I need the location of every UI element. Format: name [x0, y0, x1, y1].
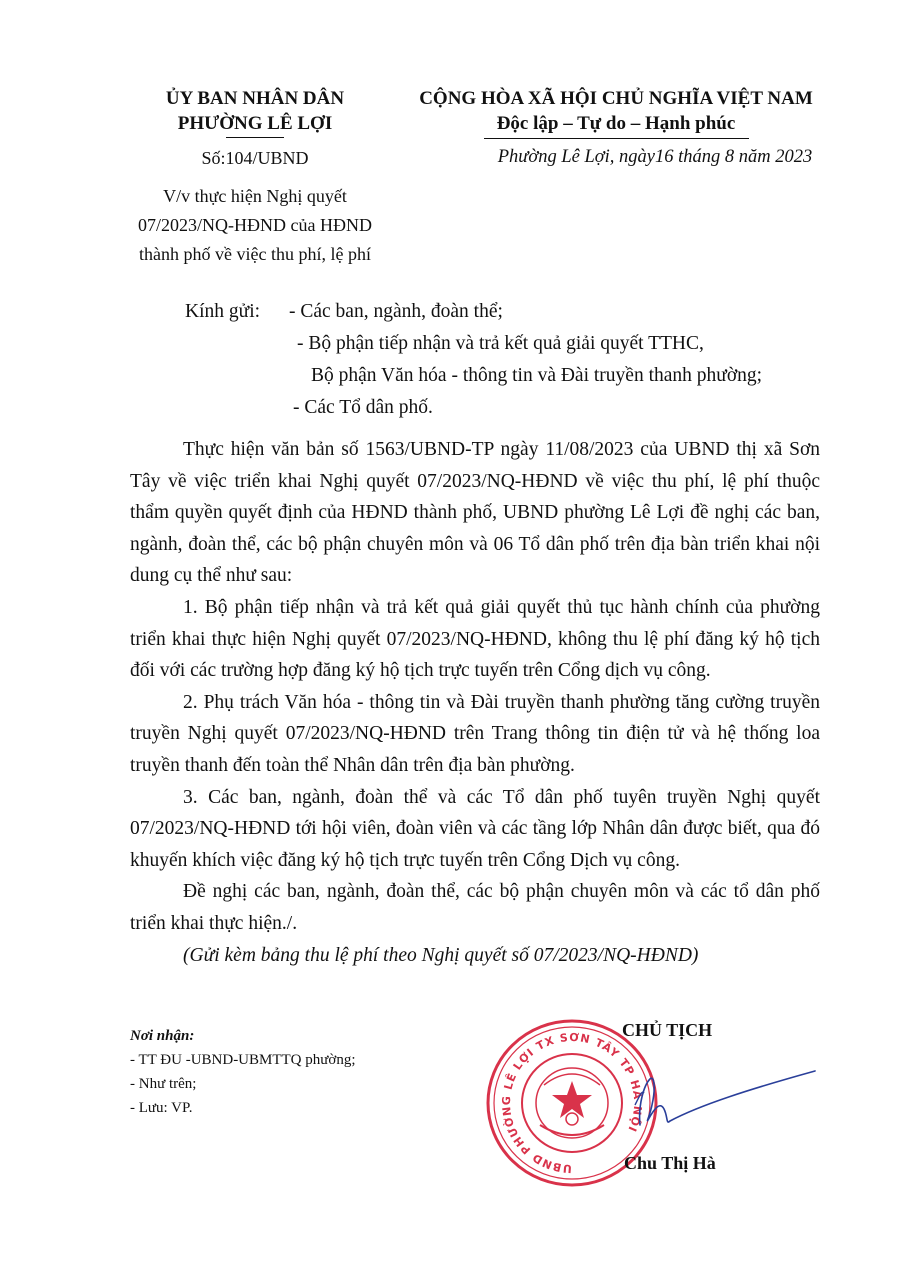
recipient-row [185, 360, 762, 392]
handwritten-signature [630, 1065, 820, 1135]
recipient-row [185, 392, 762, 424]
recipients-label: Kính gửi: [185, 301, 261, 322]
national-heading [396, 86, 836, 139]
document-subject [120, 182, 390, 269]
body-paragraph: 2. Phụ trách Văn hóa - thông tin và Đài truyền thanh phường tăng cường truyền truyền Nghị quyết 07/2023/NQ-HĐND trên Trang thông tin điện tử và hệ thống loa truyền thanh đến toàn thể Nhân dân trên địa bàn phường. [130, 691, 820, 776]
document-body [130, 434, 820, 971]
body-paragraph: Đề nghị các ban, ngành, đoàn thể, các bộ phận chuyên môn và các tổ dân phố triển khai thực hiện./. [130, 881, 820, 934]
distribution-list [130, 1024, 356, 1120]
recipient-row [185, 328, 762, 360]
signer-title: CHỦ TỊCH [622, 1020, 713, 1040]
subject-line: thành phố về việc thu phí, lệ phí [139, 244, 371, 264]
recipients-block [185, 296, 762, 424]
subject-line: 07/2023/NQ-HĐND của HĐND [138, 215, 372, 235]
distribution-label: Nơi nhận: [130, 1028, 195, 1044]
signer-name: Chu Thị Hà [624, 1153, 716, 1173]
recipient-item: - Các ban, ngành, đoàn thể; [289, 301, 503, 322]
body-paragraph: 1. Bộ phận tiếp nhận và trả kết quả giải quyết thủ tục hành chính của phường triển khai thực hiện Nghị quyết 07/2023/NQ-HĐND, không thu lệ phí đăng ký hộ tịch đối với các trường hợp đăng ký hộ tịch trực tuyến trên Cổng dịch vụ công. [130, 596, 820, 682]
recipient-item: - Bộ phận tiếp nhận và trả kết quả giải quyết TTHC, [297, 333, 704, 354]
body-paragraph: Thực hiện văn bản số 1563/UBND-TP ngày 11/08/2023 của UBND thị xã Sơn Tây về việc triển khai Nghị quyết 07/2023/NQ-HĐND về việc thu phí, lệ phí thuộc thẩm quyền quyết định của HĐND thành phố, UBND phường Lê Lợi đề nghị các ban, ngành, đoàn thể, các bộ phận chuyên môn và 06 Tổ dân phố trên địa bàn triển khai nội dung cụ thể như sau: [130, 439, 820, 587]
recipient-row [185, 296, 762, 328]
org-underline [226, 137, 284, 138]
document-number: Số:104/UBND [201, 148, 309, 168]
org-name-line2: PHƯỜNG LÊ LỢI [177, 113, 333, 134]
place-and-date: Phường Lê Lợi, ngày16 tháng 8 năm 2023 [497, 147, 813, 167]
recipient-item: Bộ phận Văn hóa - thông tin và Đài truyền thanh phường; [311, 365, 763, 386]
body-paragraph: 3. Các ban, ngành, đoàn thể và các Tổ dân phố tuyên truyền Nghị quyết 07/2023/NQ-HĐND tới hội viên, đoàn viên và các tầng lớp Nhân dân được biết, qua đó khuyến khích việc đăng ký hộ tịch trực tuyến trên Cổng Dịch vụ công. [130, 786, 820, 871]
seal-text: UBND PHƯỜNG LÊ LỢI TX SƠN TÂY TP HÀ NỘI [499, 1030, 645, 1176]
motto-underline [484, 138, 749, 139]
attachment-note: (Gửi kèm bảng thu lệ phí theo Nghị quyết số 07/2023/NQ-HĐND) [183, 944, 699, 966]
nation-name: CỘNG HÒA XÃ HỘI CHỦ NGHĨA VIỆT NAM [419, 88, 813, 109]
subject-line: V/v thực hiện Nghị quyết [163, 186, 347, 206]
distribution-item: - Lưu: VP. [130, 1100, 193, 1116]
org-name-line1: ỦY BAN NHÂN DÂN [165, 88, 345, 109]
distribution-item: - TT ĐU -UBND-UBMTTQ phường; [130, 1052, 356, 1068]
distribution-item: - Như trên; [130, 1076, 197, 1092]
recipient-item: - Các Tổ dân phố. [293, 397, 433, 418]
nation-motto: Độc lập – Tự do – Hạnh phúc [496, 113, 736, 134]
issuing-organization [120, 86, 390, 138]
